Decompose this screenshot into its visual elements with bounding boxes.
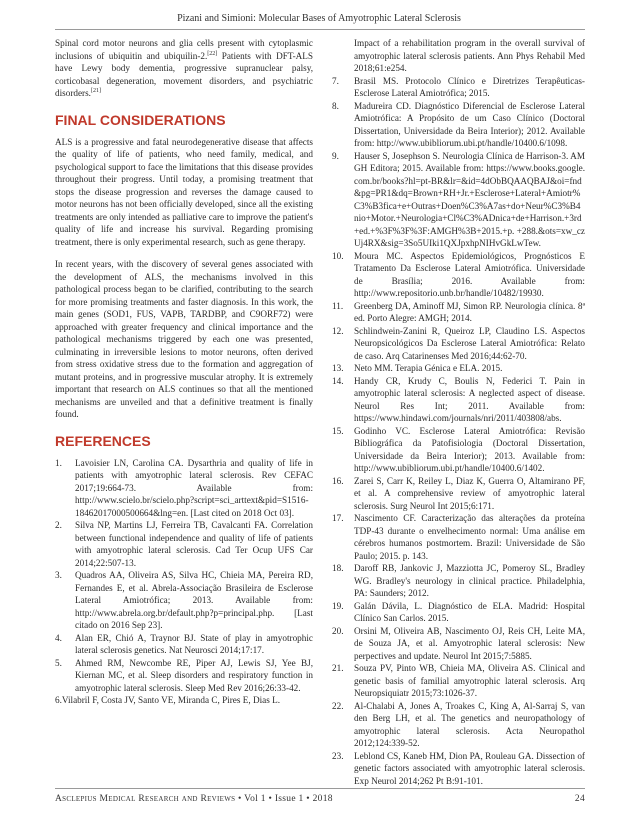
reference-text: Neto MM. Terapia Génica e ELA. 2015. bbox=[354, 363, 503, 373]
running-header: Pizani and Simioni: Molecular Bases of Amyotrophic Lateral Sclerosis bbox=[177, 13, 461, 24]
page-footer bbox=[55, 794, 585, 804]
journal-issue: Issue 1 bbox=[274, 794, 304, 804]
reference-number: 17. bbox=[332, 513, 344, 523]
reference-item-6-continued: Impact of a rehabilitation program in the overall survival of amyotrophic lateral sclerosis patients. Ann Phys Rehabil Med 2018;61:e254. bbox=[354, 38, 585, 73]
reference-number: 9. bbox=[332, 150, 339, 161]
reference-text: Daroff RB, Jankovic J, Mazziotta JC, Pomeroy SL, Bradley WG. Bradley's neurology in clinical practice. Philadelphia, PA: Saunders; 2012. bbox=[354, 563, 585, 598]
reference-text: Silva NP, Martins LJ, Ferreira TB, Cavalcanti FA. Correlation between functional independence and quality of life of patients with amyotrophic lateral sclerosis. Cad Ter Ocup UFS Car 2014;22:507-13. bbox=[75, 520, 313, 568]
reference-text: Galán Dávila, L. Diagnóstico de ELA. Madrid: Hospital Clínico San Carlos. 2015. bbox=[354, 600, 585, 623]
reference-item bbox=[332, 750, 585, 788]
reference-text: Godinho VC. Esclerose Lateral Amiotrófica: Revisão Bibliográfica da Patofisiologia (Doctoral Dissertation, Universidade da Beira Interior); 2013. Available from: http://www.ubibliorum.ubi.pt/handle/10400.6/1402. bbox=[354, 425, 585, 473]
reference-text: Madureira CD. Diagnóstico Diferencial de Esclerose Lateral Amiotrófica: A Propósito de um Caso Clínico (Doctoral Dissertation, Universidade da Beira Interior); 2012. Available from: http://www.ubibliorum.ubi.pt/handle/10400.6/1098. bbox=[354, 100, 585, 148]
reference-number: 8. bbox=[332, 100, 339, 111]
footer-separator: • bbox=[306, 794, 310, 804]
reference-item bbox=[55, 632, 313, 657]
reference-text: Quadros AA, Oliveira AS, Silva HC, Chieia MA, Pereira RD, Fernandes E, et al. Abrela-Associação Brasileira de Esclerose Lateral Amiotrófica; 2013. Available from: http://www.abrela.org.br/default.php?p=principal.php. [Last citado on 2016 Sep 23]. bbox=[75, 570, 313, 630]
citation-superscript: [21] bbox=[90, 87, 101, 94]
reference-item-6-start: 6.Vilabril F, Costa JV, Santo VE, Miranda C, Pires E, Dias L. bbox=[55, 695, 280, 705]
reference-item bbox=[55, 457, 313, 520]
reference-item bbox=[55, 569, 313, 632]
reference-list-right bbox=[332, 75, 585, 788]
reference-text: Greenberg DA, Aminoff MJ, Simon RP. Neurologia clínica. 8ª ed. Porto Alegre: AMGH; 2014. bbox=[354, 300, 585, 323]
reference-text: Souza PV, Pinto WB, Chieia MA, Oliveira AS. Clinical and genetic basis of familial amyotrophic lateral sclerosis. Arq Neuropsiquiatr 2015;73:1026-37. bbox=[354, 663, 585, 698]
reference-number: 10. bbox=[332, 250, 344, 261]
reference-number: 23. bbox=[332, 750, 344, 761]
left-column bbox=[55, 37, 313, 707]
reference-text: Moura MC. Aspectos Epidemiológicos, Prognósticos E Tratamento Da Esclerose Lateral Amiotrófica. Universidade de Brasília; 2016. Available from: http://www.repositorio.unb.br/handle/10482/19930. bbox=[354, 250, 585, 298]
header-divider bbox=[55, 29, 585, 30]
reference-text: Zarei S, Carr K, Reiley L, Diaz K, Guerra O, Altamirano PF, et al. A comprehensive review of amyotrophic lateral sclerosis. Surg Neurol Int 2015;6:171. bbox=[354, 475, 585, 511]
reference-number: 1. bbox=[55, 457, 62, 468]
reference-item bbox=[332, 250, 585, 300]
reference-number: 7. bbox=[332, 75, 339, 86]
reference-item bbox=[332, 300, 585, 325]
reference-number: 13. bbox=[332, 363, 344, 373]
reference-item bbox=[332, 600, 585, 625]
reference-number: 12. bbox=[332, 325, 344, 336]
journal-volume: Vol 1 bbox=[244, 794, 266, 804]
reference-number: 4. bbox=[55, 632, 62, 643]
reference-item bbox=[332, 475, 585, 513]
reference-item bbox=[332, 362, 585, 375]
reference-item bbox=[332, 325, 585, 363]
reference-text: Al-Chalabi A, Jones A, Troakes C, King A, Al-Sarraj S, van den Berg LH, et al. The genetics and neuropathology of amyotrophic lateral sclerosis. Acta Neuropathol 2012;124:339-52. bbox=[354, 700, 585, 748]
reference-list-left bbox=[55, 457, 313, 695]
page-number: 24 bbox=[574, 794, 585, 804]
reference-number: 18. bbox=[332, 563, 344, 573]
reference-number: 3. bbox=[55, 570, 62, 580]
reference-item bbox=[55, 657, 313, 695]
reference-number: 2. bbox=[55, 520, 62, 530]
reference-text: Leblond CS, Kaneb HM, Dion PA, Rouleau GA. Dissection of genetic factors associated with amyotrophic lateral sclerosis. Exp Neurol 2014;262 Pt B:91-101. bbox=[354, 750, 585, 786]
reference-item bbox=[332, 662, 585, 700]
reference-number: 21. bbox=[332, 663, 344, 673]
reference-text: Orsini M, Oliveira AB, Nascimento OJ, Reis CH, Leite MA, de Souza JA, et al. Amyotrophic lateral sclerosis: New perpectives and update. Neurol Int 2015;7:5885. bbox=[354, 625, 585, 661]
reference-item bbox=[332, 75, 585, 100]
reference-item bbox=[332, 625, 585, 663]
reference-text: Ahmed RM, Newcombe RE, Piper AJ, Lewis SJ, Yee BJ, Kiernan MC, et al. Sleep disorders and respiratory function in amyotrophic lateral sclerosis. Sleep Med Rev 2016;26:33-42. bbox=[75, 657, 313, 693]
references-heading: REFERENCES bbox=[55, 432, 151, 449]
reference-text: Hauser S, Josephson S. Neurologia Clínica de Harrison-3. AMGH Editora; 2015. Available from: https://www.books.google.com.br/books?hl=pt-BR&lr=&id=4dObBQAAQBAJ&oi=fnd&pg=PR1&dq=Brown+RH+Jr.+Esclerose+Lateral+Amiotr%C3%B3fica+e+Outras+Doen%C3%A7as+do+Neur%C3%B4nio+Motor.+Neurologia+Cl%C3%ADnica+de+Harrison.+3rd+ed.+%3F%3F%3F:AMGH%3B+2015.+p. +288.&ots=xw_czUj4RX&sig=3So5UIki1QXJpxhpNIHvGkLwTew. bbox=[354, 150, 585, 248]
reference-number: 15. bbox=[332, 425, 344, 436]
footer-divider bbox=[55, 788, 585, 789]
reference-item bbox=[55, 519, 313, 569]
reference-number: 20. bbox=[332, 625, 344, 636]
intro-text-tail: Patients with DFT-ALS have Lewy body dementia, progressive supranuclear palsy, corticobasal degeneration, movement disorders, and psychiatric disorders. bbox=[55, 50, 313, 98]
right-column bbox=[332, 37, 585, 787]
reference-item bbox=[332, 150, 585, 250]
intro-text: Spinal cord motor neurons and glia cells present with cytoplasmic inclusions of ubiquitin and ubiquilin-2. bbox=[55, 38, 313, 61]
reference-number: 16. bbox=[332, 475, 344, 486]
footer-separator: • bbox=[238, 794, 242, 804]
reference-text: Nascimento CF. Caracterização das alterações da proteína TDP-43 durante o envelhecimento normal: Uma análise em cérebros humanos postmortem. Brazil: Universidade de São Paulo; 2015. p. 143. bbox=[354, 513, 585, 561]
reference-text: Schlindwein-Zanini R, Queiroz LP, Claudino LS. Aspectos Neuropsicológicos Da Esclerose Lateral Amiotrófica: Relato de caso. Arq Catarinenses Med 2016;44:62-70. bbox=[354, 325, 585, 361]
reference-number: 14. bbox=[332, 375, 344, 386]
reference-item bbox=[332, 375, 585, 425]
footer-separator: • bbox=[268, 794, 273, 804]
reference-text: Lavoisier LN, Carolina CA. Dysarthria and quality of life in patients with amyotrophic lateral sclerosis. Rev CEFAC 2017;19:664-73. Available from: http://www.scielo.br/scielo.php?script=sci_arttext&pid=S1516-18462017000500664&lng=en. [Last cited on 2018 Oct 03]. bbox=[75, 457, 313, 518]
reference-number: 22. bbox=[332, 700, 344, 711]
intro-paragraph bbox=[55, 37, 313, 100]
journal-year: 2018 bbox=[312, 794, 333, 804]
reference-item bbox=[332, 512, 585, 562]
reference-item bbox=[332, 100, 585, 150]
reference-item bbox=[332, 425, 585, 475]
reference-item bbox=[332, 700, 585, 750]
reference-text: Brasil MS. Protocolo Clínico e Diretrizes Terapêuticas-Esclerose Lateral Amiotrófica; 2015. bbox=[354, 75, 585, 98]
reference-text: Handy CR, Krudy C, Boulis N, Federici T. Pain in amyotrophic lateral sclerosis: A neglected aspect of disease. Neurol Res Int; 2011. Available from: https://www.hindawi.com/journals/nri/2011/403808/abs. bbox=[354, 375, 585, 423]
reference-item bbox=[332, 562, 585, 600]
final-considerations-paragraph-2: In recent years, with the discovery of several genes associated with the development of ALS, the mechanisms involved in this pathological process began to be clarified, contributing to the search for more promising treatments and faster diagnosis. In this work, the main genes (SOD1, FUS, VAPB, TARDBP, and C9ORF72) were approached with greater frequency and clinical importance and the pathological mechanisms triggered by each one was presented, culminating in irreversible lesions to motor neurons, often derived from stress oxidative stress due to the formation and aggregation of mutant proteins, and in progressive muscular atrophy. It is extremely important that research on ALS continues so that all the mentioned mechanisms are unveiled and that a definitive treatment is finally found. bbox=[55, 259, 313, 419]
reference-number: 5. bbox=[55, 657, 62, 668]
final-considerations-heading: FINAL CONSIDERATIONS bbox=[55, 111, 226, 128]
final-considerations-paragraph-1: ALS is a progressive and fatal neurodegenerative disease that affects the quality of life of patients, who need family, medical, and psychological support to face the limitations that this disease provides throughout their progress. Until today, a promising treatment that stops the disease progression and reverses the damage caused to motor neurons has not been officially developed, since all the existing treatments are only intended as palliative care to improve the patient's quality of life and increase his survival. Regarding promising treatment, there is only experimental research, such as gene therapy. bbox=[55, 136, 313, 247]
reference-text: Alan ER, Chió A, Traynor BJ. State of play in amyotrophic lateral sclerosis genetics. Nat Neurosci 2014;17:17. bbox=[75, 632, 313, 655]
reference-number: 11. bbox=[332, 300, 344, 311]
journal-name: Asclepius Medical Research and Reviews bbox=[55, 794, 236, 804]
citation-superscript: [22] bbox=[207, 50, 218, 57]
reference-number: 19. bbox=[332, 600, 344, 611]
